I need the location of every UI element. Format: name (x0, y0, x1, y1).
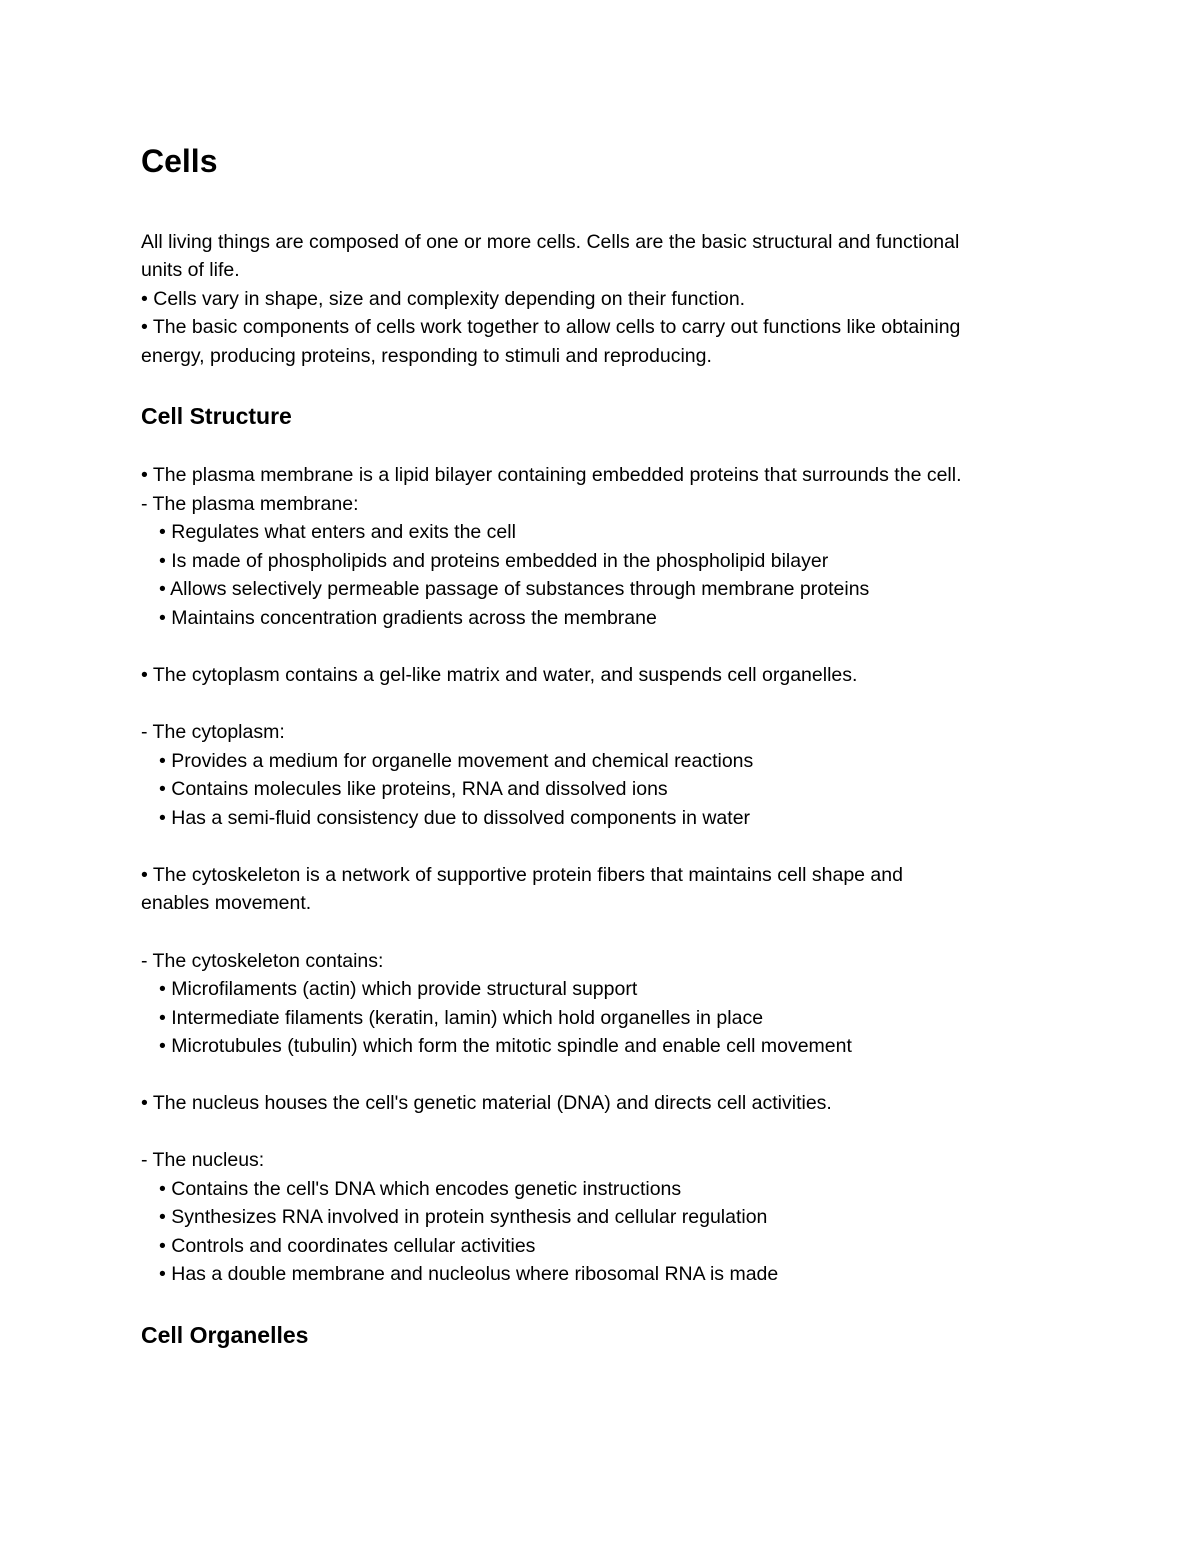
membrane-sub-heading: - The plasma membrane: (141, 493, 359, 515)
nucleus-item: • Has a double membrane and nucleolus where ribosomal RNA is made (159, 1263, 779, 1285)
cytoplasm-item: • Provides a medium for organelle movement and chemical reactions (159, 750, 754, 772)
cytoskeleton-bullet-line-2: enables movement. (141, 892, 312, 914)
membrane-bullet: • The plasma membrane is a lipid bilayer containing embedded proteins that surrounds the cell. (141, 464, 962, 486)
membrane-item: • Allows selectively permeable passage of substances through membrane proteins (159, 578, 870, 600)
cytoplasm-item: • Contains molecules like proteins, RNA and dissolved ions (159, 778, 668, 800)
nucleus-item: • Synthesizes RNA involved in protein synthesis and cellular regulation (159, 1206, 768, 1228)
nucleus-bullet: • The nucleus houses the cell's genetic material (DNA) and directs cell activities. (141, 1092, 832, 1114)
nucleus-item: • Controls and coordinates cellular activities (159, 1235, 536, 1257)
cytoskeleton-item: • Microfilaments (actin) which provide structural support (159, 978, 638, 1000)
page-title: Cells (141, 143, 218, 179)
intro-bullet-components-line-2: energy, producing proteins, responding to stimuli and reproducing. (141, 345, 712, 367)
cytoplasm-bullet: • The cytoplasm contains a gel-like matrix and water, and suspends cell organelles. (141, 664, 858, 686)
membrane-item: • Is made of phospholipids and proteins embedded in the phospholipid bilayer (159, 550, 829, 572)
cytoskeleton-item: • Microtubules (tubulin) which form the mitotic spindle and enable cell movement (159, 1035, 852, 1057)
cytoplasm-item: • Has a semi-fluid consistency due to dissolved components in water (159, 807, 751, 829)
section-heading-cell-structure: Cell Structure (141, 403, 292, 429)
intro-bullet-shape: • Cells vary in shape, size and complexity depending on their function. (141, 288, 746, 310)
cytoskeleton-item: • Intermediate filaments (keratin, lamin) which hold organelles in place (159, 1007, 764, 1029)
cytoplasm-sub-heading: - The cytoplasm: (141, 721, 285, 743)
intro-text-line-1: All living things are composed of one or more cells. Cells are the basic structural and functional (141, 231, 960, 253)
membrane-item: • Maintains concentration gradients across the membrane (159, 607, 657, 629)
cytoskeleton-bullet-line-1: • The cytoskeleton is a network of supportive protein fibers that maintains cell shape and (141, 864, 903, 886)
intro-text-line-2: units of life. (141, 259, 240, 281)
section-heading-cell-organelles: Cell Organelles (141, 1322, 309, 1348)
nucleus-sub-heading: - The nucleus: (141, 1149, 265, 1171)
nucleus-item: • Contains the cell's DNA which encodes genetic instructions (159, 1178, 682, 1200)
intro-bullet-components-line-1: • The basic components of cells work together to allow cells to carry out functions like obtaining (141, 316, 961, 338)
cytoskeleton-sub-heading: - The cytoskeleton contains: (141, 950, 384, 972)
membrane-item: • Regulates what enters and exits the cell (159, 521, 516, 543)
